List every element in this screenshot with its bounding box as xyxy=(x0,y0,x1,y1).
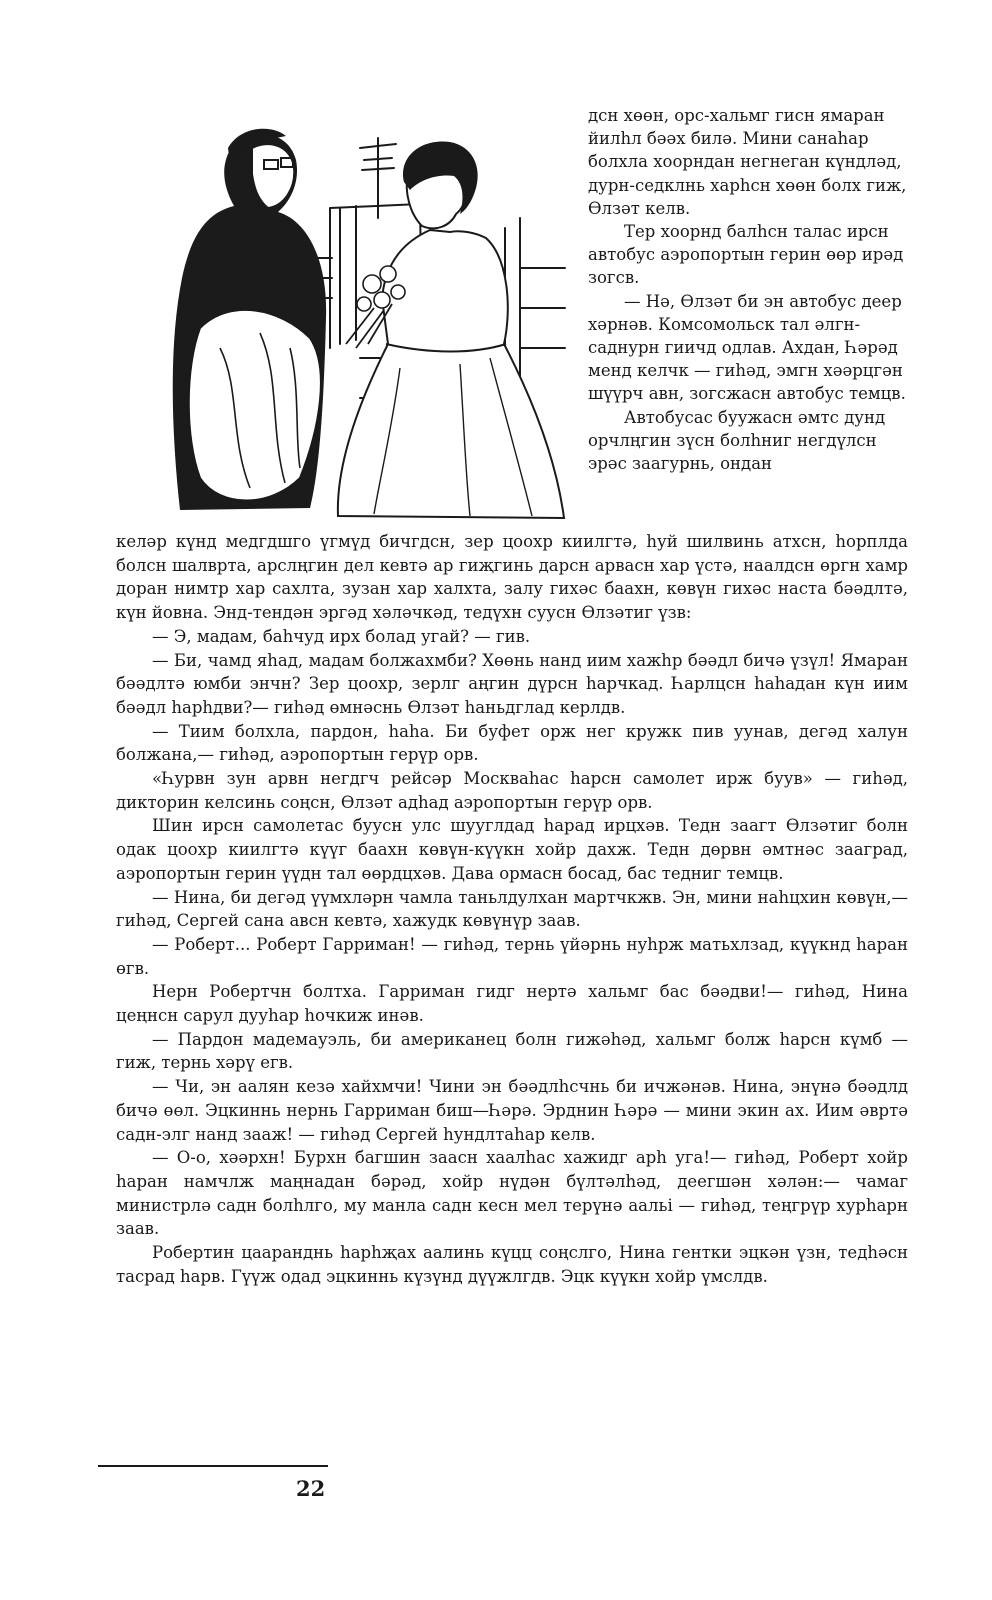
paragraph: Нерн Робертчн болтха. Гарриман гидг нертә хальмг бас бәәдви!— гиһәд, Нина цеңнсн сарул дууһар һочкиж инәв. xyxy=(116,982,908,1026)
body-text xyxy=(116,530,908,1289)
paragraph: дсн хөөн, орс-хальмг гисн ямаран йилһл бәәх билә. Мини санаһар болхла хоорндан негнеган күндләд, дурн-седклнь харһсн хөөн болх гиж, Өлзәт келв. xyxy=(588,106,907,218)
man-and-woman-with-flowers-illustration xyxy=(160,108,572,528)
paragraph: Шин ирсн самолетас буусн улс шууглдад һарад ирцхәв. Тедн заагт Өлзәтиг болн одак цоохр киилгтә күүг баахн көвүн-күүкн хойр дахж. Тедн дөрвн әмтнәс зааград, аэропортын герин үүдн тал өөрдцхәв. Дава ормасн босад, бас тедниг темцв. xyxy=(116,816,908,883)
paragraph: — Чи, эн аалян кезә хайхмчи! Чини эн бәәдлһсчнь би ичжәнәв. Нина, энүнә бәәдлд бичә өөл. Эцкиннь нернь Гарриман биш—Һәрә. Эрднин Һәрә — мини экин ах. Иим әвртә садн-элг нанд зааж! — гиһәд Сергей һундлтаһар келв. xyxy=(116,1077,908,1144)
paragraph: «Һурвн зун арвн негдгч рейсәр Москваһас һарсн самолет ирж буув» — гиһәд, дикторин келсинь соңсн, Өлзәт адһад аэропортын герүр орв. xyxy=(116,769,908,812)
paragraph: Робертин цааранднь һарһҗах аалинь күцц соңслго, Нина гентки эцкән үзн, тедһәсн тасрад һарв. Гүүж одад эцкиннь күзүнд дүүжлгдв. Эцк күүкн хойр үмслдв. xyxy=(116,1243,908,1286)
paragraph: — Нә, Өлзәт би эн автобус деер хәрнәв. Комсомольск тал әлгн-саднурн гиичд одлав. Ахдан, Һәрәд менд келчк — гиһәд, эмгн хәәрцгән шүүрч авн, зогсжасн автобус темцв. xyxy=(588,291,906,404)
paragraph: — Тиим болхла, пардон, һаһа. Би буфет орж нег кружк пив уунав, дегәд халун болжана,— гиһәд, аэропортын герүр орв. xyxy=(116,721,908,765)
paragraph: келәр күнд медгдшго үгмүд бичгдсн, зер цоохр киилгтә, һуй шилвинь атхсн, һорплда болсн шалврта, арслңгин дел кевтә ар гиҗгинь дарсн арвасн хар үстә, наалдсн өргн хамр доран нимтр хар сахлта, зузан хар халхта, залу гихәс баахн, көвүн гихәс наста бәәдлтә, күн йовна. Энд-тендән эргәд хәләчкәд, тедүхн суусн Өлзәтиг үзв: xyxy=(116,532,908,623)
paragraph: Тер хоорнд балһсн талас ирсн автобус аэропортын герин өөр ирәд зогсв. xyxy=(588,222,904,288)
bottom-rule xyxy=(98,1465,328,1467)
right-column-text xyxy=(588,104,908,475)
paragraph: Автобусас буужасн әмтс дунд орчлңгин зүсн болһниг негдүлсн эрәс заагурнь, ондан xyxy=(588,407,886,474)
paragraph: — Нина, би дегәд үүмхләрн чамла таньлдулхан мартчкжв. Эн, мини наһцхин көвүн,— гиһәд, Сергей сана авсн кевтә, хажудк көвүнүр заав. xyxy=(116,887,908,931)
paragraph: — Роберт... Роберт Гарриман! — гиһәд, тернь үйәрнь нуһрж матьхлзад, күүкнд һаран өгв. xyxy=(116,934,908,978)
paragraph: — Пардон мадемауэль, би американец болн гижәһәд, хальмг болж һарсн күмб — гиж, тернь хәрү егв. xyxy=(116,1029,908,1073)
page-number: 22 xyxy=(296,1476,326,1501)
paragraph: — Би, чамд яһад, мадам болжахмби? Хөөнь нанд иим хажһр бәәдл бичә үзүл! Ямаран бәәдлтә юмби энчн? Зер цоохр, зерлг аңгин дүрсн һарчкад. Һарлцсн һаһадан күн иим бәәдл һарһдви?— гиһәд өмнәснь Өлзәт һаньдглад керлдв. xyxy=(116,650,908,717)
paragraph: — Э, мадам, баһчуд ирх болад угай? — гив. xyxy=(152,626,531,646)
paragraph: — О-о, хәәрхн! Бурхн багшин заасн хаалһас хажидг арһ уга!— гиһәд, Роберт хойр һаран намчлж маңнадан бәрәд, хойр нүдән бүлтәлһәд, деегшән хәлән:— чамаг министрлә садн болһлго, му манла садн кесн мел терүнә аальі — гиһәд, теңгрүр хурһарн заав. xyxy=(116,1148,908,1239)
